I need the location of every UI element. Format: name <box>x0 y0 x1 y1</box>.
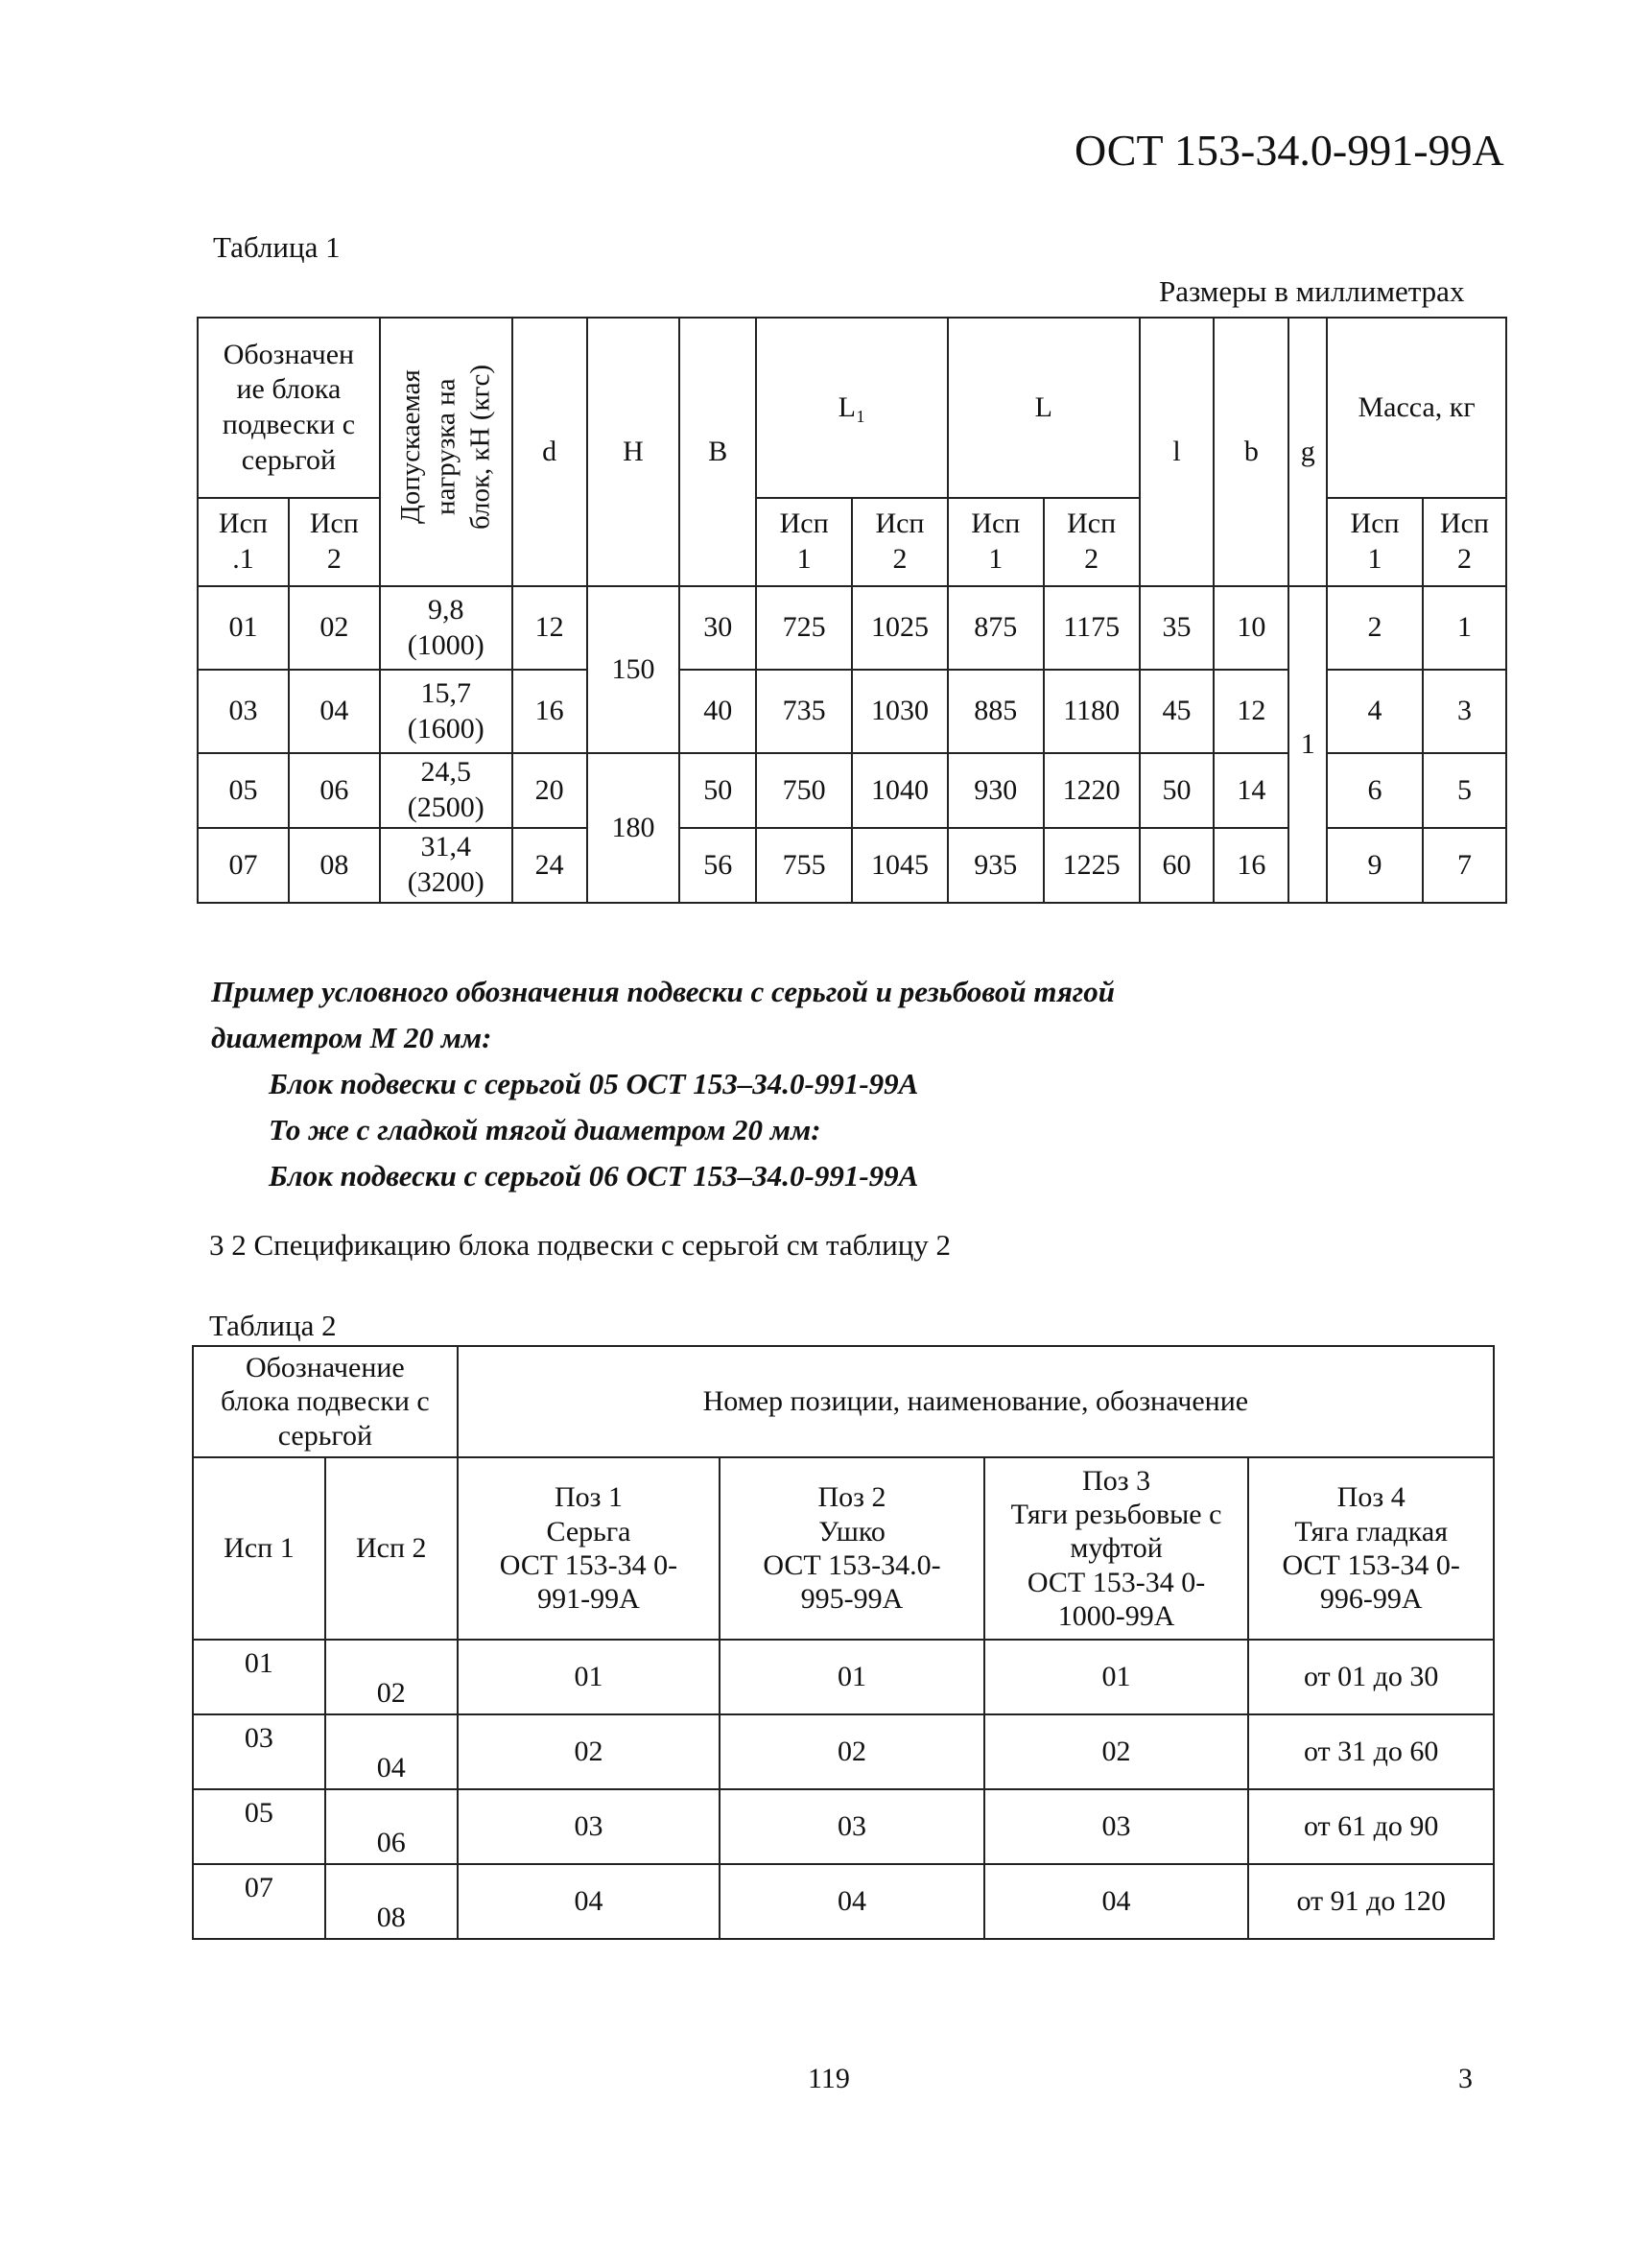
t1-B: 56 <box>679 828 756 903</box>
table1 <box>197 317 1507 904</box>
t1-header-designation: Обозначен ие блока подвески с серьгой <box>198 318 380 498</box>
t1-L-isp2: 1175 <box>1044 586 1140 670</box>
t2-isp1: 05 <box>193 1789 325 1864</box>
t1-l: 35 <box>1140 586 1215 670</box>
t1-header-g: g <box>1288 318 1327 586</box>
t1-header-mass-isp2: Исп 2 <box>1423 498 1506 586</box>
spec-note: 3 2 Спецификацию блока подвески с серьгой см таблицу 2 <box>209 1228 952 1262</box>
t1-mass-isp2: 5 <box>1423 753 1506 828</box>
t1-mass-isp1: 6 <box>1327 753 1423 828</box>
t1-isp2: 02 <box>289 586 380 670</box>
t1-d: 12 <box>512 586 587 670</box>
t1-isp1: 05 <box>198 753 289 828</box>
t1-b: 10 <box>1214 586 1288 670</box>
document-code: ОСТ 153-34.0-991-99А <box>1075 126 1504 175</box>
t1-mass-isp2: 1 <box>1423 586 1506 670</box>
t1-mass-isp2: 7 <box>1423 828 1506 903</box>
t2-pos2: 04 <box>720 1864 983 1939</box>
t2-header-pos2: Поз 2 Ушко ОСТ 153-34.0- 995-99А <box>720 1457 983 1640</box>
t1-L1-isp2: 1045 <box>852 828 948 903</box>
t1-L1-isp2: 1030 <box>852 670 948 753</box>
sheet-number: 3 <box>1458 2063 1473 2094</box>
t2-pos3: 04 <box>984 1864 1249 1939</box>
t1-L1-isp2: 1025 <box>852 586 948 670</box>
example-line: Блок подвески с серьгой 06 ОСТ 153–34.0-991-99А <box>269 1159 919 1193</box>
t1-d: 16 <box>512 670 587 753</box>
t2-isp2: 04 <box>325 1714 458 1789</box>
table-row <box>193 1714 1494 1789</box>
t2-pos1: 02 <box>458 1714 721 1789</box>
t1-B: 40 <box>679 670 756 753</box>
t2-header-positions: Номер позиции, наименование, обозначение <box>458 1346 1494 1457</box>
t2-isp2: 08 <box>325 1864 458 1939</box>
t2-pos3: 01 <box>984 1640 1249 1714</box>
t1-isp1: 03 <box>198 670 289 753</box>
t1-header-isp2: Исп 2 <box>289 498 380 586</box>
table-row <box>193 1640 1494 1714</box>
t1-mass-isp1: 2 <box>1327 586 1423 670</box>
t1-L1-isp1: 735 <box>756 670 852 753</box>
example-line: Блок подвески с серьгой 05 ОСТ 153–34.0-991-99А <box>269 1067 919 1100</box>
t1-load: 9,8 (1000) <box>380 586 512 670</box>
t1-isp2: 08 <box>289 828 380 903</box>
t1-d: 24 <box>512 828 587 903</box>
t1-header-B: B <box>679 318 756 586</box>
t2-pos4: от 31 до 60 <box>1248 1714 1494 1789</box>
t1-header-mass: Масса, кг <box>1327 318 1506 498</box>
t1-header-H: H <box>587 318 680 586</box>
t1-L1-isp1: 755 <box>756 828 852 903</box>
t1-L-isp2: 1180 <box>1044 670 1140 753</box>
t1-b: 16 <box>1214 828 1288 903</box>
t1-header-L1-isp1: Исп 1 <box>756 498 852 586</box>
t1-d: 20 <box>512 753 587 828</box>
table2-caption: Таблица 2 <box>209 1309 337 1342</box>
t2-header-pos3: Поз 3 Тяги резьбовые с муфтой ОСТ 153-34 0- 1000-99А <box>984 1457 1249 1640</box>
t1-header-isp1: Исп .1 <box>198 498 289 586</box>
t2-pos1: 04 <box>458 1864 721 1939</box>
t1-L-isp1: 875 <box>948 586 1044 670</box>
t1-header-mass-isp1: Исп 1 <box>1327 498 1423 586</box>
t2-pos1: 03 <box>458 1789 721 1864</box>
t1-header-L1: L₁ <box>756 318 948 498</box>
t1-isp2: 04 <box>289 670 380 753</box>
t1-header-L1-isp2: Исп 2 <box>852 498 948 586</box>
t1-g: 1 <box>1288 586 1327 903</box>
example-line: диаметром М 20 мм: <box>211 1021 492 1054</box>
t1-header-b: b <box>1214 318 1288 586</box>
t2-pos4: от 01 до 30 <box>1248 1640 1494 1714</box>
t1-L-isp1: 885 <box>948 670 1044 753</box>
t1-l: 60 <box>1140 828 1215 903</box>
t1-isp2: 06 <box>289 753 380 828</box>
t1-header-load: Допускаемая нагрузка на блок, кН (кгс) <box>380 318 512 586</box>
t1-B: 30 <box>679 586 756 670</box>
table2 <box>192 1345 1495 1940</box>
table-row <box>193 1864 1494 1939</box>
t2-isp2: 06 <box>325 1789 458 1864</box>
t2-isp1: 01 <box>193 1640 325 1714</box>
t2-pos2: 03 <box>720 1789 983 1864</box>
t1-mass-isp1: 4 <box>1327 670 1423 753</box>
t1-L-isp1: 930 <box>948 753 1044 828</box>
page-number: 119 <box>808 2063 850 2094</box>
t1-header-L-isp2: Исп 2 <box>1044 498 1140 586</box>
t2-header-isp1: Исп 1 <box>193 1457 325 1640</box>
t1-isp1: 01 <box>198 586 289 670</box>
t1-mass-isp1: 9 <box>1327 828 1423 903</box>
t1-l: 45 <box>1140 670 1215 753</box>
t2-header-pos1: Поз 1 Серьга ОСТ 153-34 0- 991-99А <box>458 1457 721 1640</box>
t2-isp2: 02 <box>325 1640 458 1714</box>
t1-load: 24,5 (2500) <box>380 753 512 828</box>
t1-L1-isp2: 1040 <box>852 753 948 828</box>
t2-pos1: 01 <box>458 1640 721 1714</box>
t1-load: 31,4 (3200) <box>380 828 512 903</box>
t1-b: 12 <box>1214 670 1288 753</box>
table-row <box>198 586 1506 670</box>
t1-H: 180 <box>587 753 680 903</box>
t2-header-designation: Обозначение блока подвески с серьгой <box>193 1346 458 1457</box>
t1-L1-isp1: 725 <box>756 586 852 670</box>
t2-isp1: 03 <box>193 1714 325 1789</box>
table1-units-note: Размеры в миллиметрах <box>1159 274 1465 308</box>
t2-header-pos4: Поз 4 Тяга гладкая ОСТ 153-34 0- 996-99А <box>1248 1457 1494 1640</box>
table-row <box>193 1789 1494 1864</box>
table1-caption: Таблица 1 <box>213 230 341 264</box>
t2-pos2: 02 <box>720 1714 983 1789</box>
t2-header-isp2: Исп 2 <box>325 1457 458 1640</box>
t1-b: 14 <box>1214 753 1288 828</box>
t1-B: 50 <box>679 753 756 828</box>
t2-pos3: 02 <box>984 1714 1249 1789</box>
t1-L-isp2: 1220 <box>1044 753 1140 828</box>
t1-header-l: l <box>1140 318 1215 586</box>
example-line: Пример условного обозначения подвески с серьгой и резьбовой тягой <box>211 975 1115 1008</box>
t1-load: 15,7 (1600) <box>380 670 512 753</box>
t2-pos2: 01 <box>720 1640 983 1714</box>
t1-header-L: L <box>948 318 1140 498</box>
t1-header-d: d <box>512 318 587 586</box>
t1-L-isp2: 1225 <box>1044 828 1140 903</box>
t1-H: 150 <box>587 586 680 753</box>
t1-isp1: 07 <box>198 828 289 903</box>
example-line: То же с гладкой тягой диаметром 20 мм: <box>269 1113 821 1146</box>
t2-isp1: 07 <box>193 1864 325 1939</box>
designation-example <box>211 969 1115 1199</box>
t2-pos3: 03 <box>984 1789 1249 1864</box>
t2-pos4: от 61 до 90 <box>1248 1789 1494 1864</box>
t1-l: 50 <box>1140 753 1215 828</box>
t1-L-isp1: 935 <box>948 828 1044 903</box>
t1-L1-isp1: 750 <box>756 753 852 828</box>
t2-pos4: от 91 до 120 <box>1248 1864 1494 1939</box>
t1-header-L-isp1: Исп 1 <box>948 498 1044 586</box>
t1-mass-isp2: 3 <box>1423 670 1506 753</box>
